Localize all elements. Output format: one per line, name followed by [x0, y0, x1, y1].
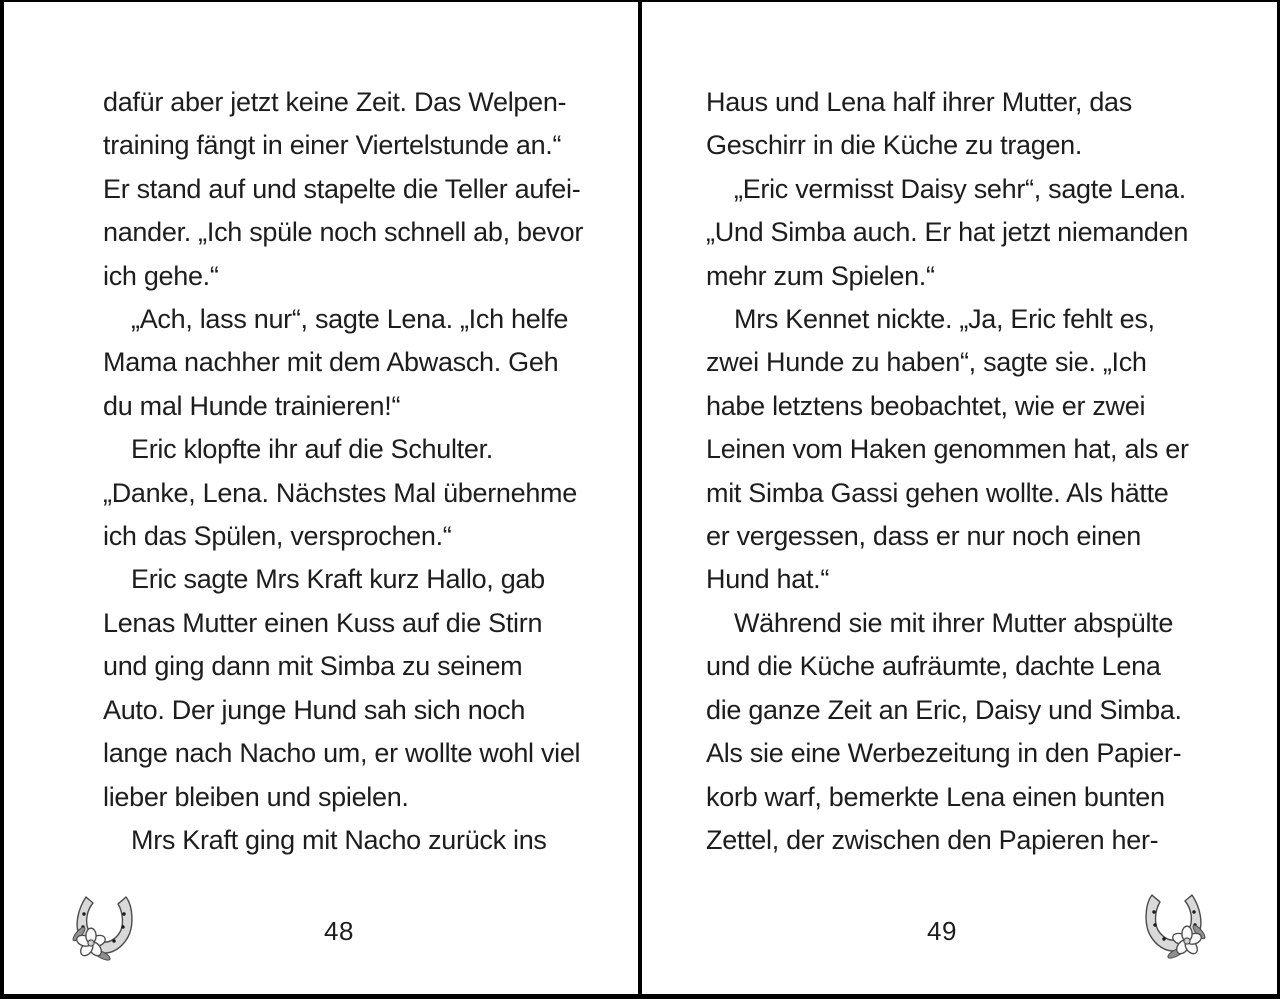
page-spine-divider [638, 0, 642, 999]
text-line: Geschirr in die Küche zu tragen. [706, 130, 1083, 161]
text-line: Eric sagte Mrs Kraft kurz Hallo, gab [131, 564, 545, 595]
text-line: „Danke, Lena. Nächstes Mal übernehme [103, 477, 577, 508]
text-line: Mrs Kraft ging mit Nacho zurück ins [131, 824, 547, 855]
horseshoe-flower-icon-mirrored [1141, 891, 1207, 961]
text-line: Hund hat.“ [706, 564, 830, 595]
text-line: und ging dann mit Simba zu seinem [103, 651, 523, 682]
text-line: zwei Hunde zu haben“, sagte sie. „Ich [706, 347, 1147, 378]
text-line: Während sie mit ihrer Mutter abspülte [734, 607, 1174, 638]
text-line: die ganze Zeit an Eric, Daisy und Simba. [706, 694, 1182, 725]
text-line: training fängt in einer Viertelstunde an.“ [103, 130, 562, 161]
text-line: Er stand auf und stapelte die Teller aufei- [103, 173, 581, 204]
text-line: „Ach, lass nur“, sagte Lena. „Ich helfe [131, 304, 569, 335]
text-line: Lenas Mutter einen Kuss auf die Stirn [103, 607, 543, 638]
page-number-right: 49 [927, 916, 957, 946]
text-line: er vergessen, dass er nur noch einen [706, 521, 1141, 552]
text-line: habe letztens beobachtet, wie er zwei [706, 390, 1146, 421]
page-border-left [0, 0, 4, 999]
text-line: Zettel, der zwischen den Papieren her- [706, 824, 1159, 855]
text-line: ich gehe.“ [103, 260, 219, 291]
page-number-left: 48 [324, 916, 354, 946]
text-line: mit Simba Gassi gehen wollte. Als hätte [706, 477, 1169, 508]
text-line: mehr zum Spielen.“ [706, 260, 935, 291]
text-line: ich das Spülen, versprochen.“ [103, 521, 452, 552]
right-page-text-block [706, 81, 1211, 862]
text-line: lieber bleiben und spielen. [103, 781, 409, 812]
left-page-text-block [103, 81, 608, 862]
text-line: Als sie eine Werbezeitung in den Papier- [706, 738, 1182, 769]
text-line: Leinen vom Haken genommen hat, als er [706, 434, 1189, 465]
text-line: Mama nachher mit dem Abwasch. Geh [103, 347, 559, 378]
text-line: nander. „Ich spüle noch schnell ab, bevor [103, 217, 584, 248]
text-line: dafür aber jetzt keine Zeit. Das Welpen- [103, 87, 567, 117]
text-line: Auto. Der junge Hund sah sich noch [103, 694, 526, 725]
text-line: „Und Simba auch. Er hat jetzt niemanden [706, 217, 1189, 248]
text-line: Mrs Kennet nickte. „Ja, Eric fehlt es, [734, 304, 1155, 335]
text-line: und die Küche aufräumte, dachte Lena [706, 651, 1161, 682]
text-line: „Eric vermisst Daisy sehr“, sagte Lena. [734, 173, 1186, 204]
text-line: Eric klopfte ihr auf die Schulter. [131, 434, 493, 465]
horseshoe-flower-icon [71, 893, 137, 963]
text-line: lange nach Nacho um, er wollte wohl viel [103, 738, 581, 769]
text-line: du mal Hunde trainieren!“ [103, 390, 401, 421]
text-line: Haus und Lena half ihrer Mutter, das [706, 87, 1132, 117]
text-line: korb warf, bemerkte Lena einen bunten [706, 781, 1165, 812]
